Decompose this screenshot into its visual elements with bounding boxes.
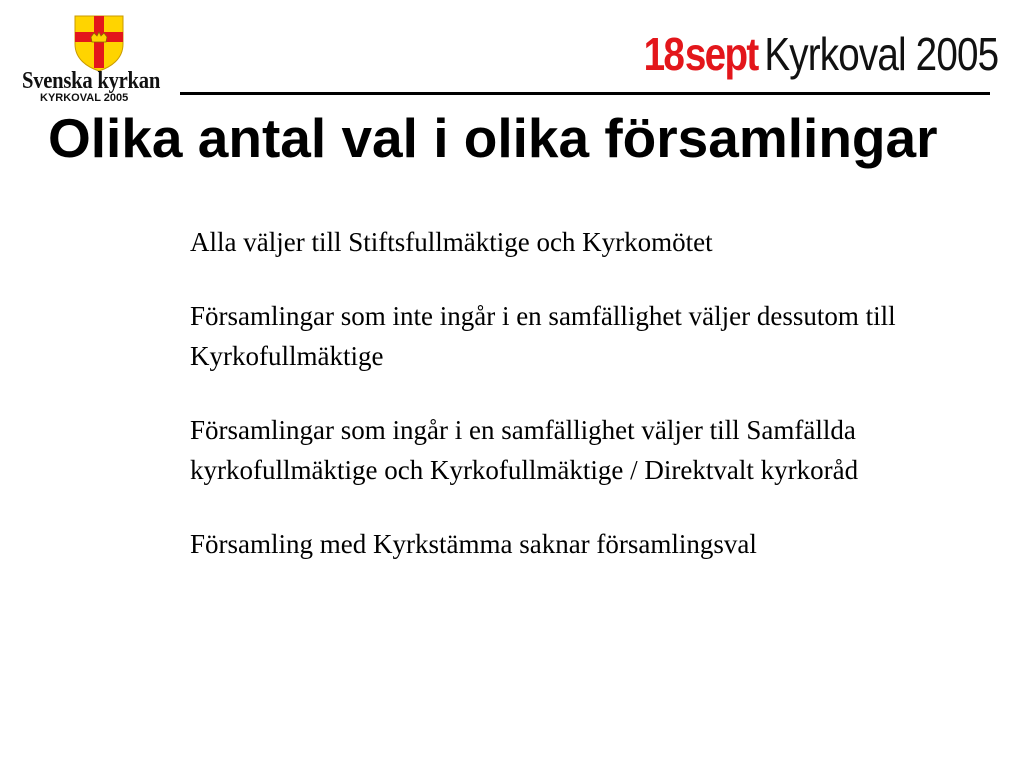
- svenska-kyrkan-logo: [18, 14, 178, 110]
- wordmark-month: sept: [684, 28, 758, 80]
- content-list: [190, 222, 950, 564]
- content-point: Församling med Kyrkstämma saknar församlingsval: [190, 529, 757, 559]
- church-shield-icon: [73, 14, 125, 72]
- wordmark-date: 18: [643, 28, 683, 80]
- content-point: Församlingar som ingår i en samfällighet väljer till Samfällda kyrkofullmäktige och Kyrkofullmäktige / Direktvalt kyrkoråd: [190, 415, 859, 485]
- kyrkoval-wordmark: [643, 30, 998, 78]
- page-title: Olika antal val i olika församlingar: [48, 107, 938, 169]
- content-point: Församlingar som inte ingår i en samfällighet väljer dessutom till Kyrkofullmäktige: [190, 301, 896, 371]
- content-point: Alla väljer till Stiftsfullmäktige och Kyrkomötet: [190, 227, 713, 257]
- logo-subtitle: KYRKOVAL 2005: [40, 92, 129, 104]
- header-divider: [180, 92, 990, 95]
- wordmark-event: Kyrkoval 2005: [764, 28, 998, 80]
- logo-name: Svenska kyrkan: [22, 68, 161, 94]
